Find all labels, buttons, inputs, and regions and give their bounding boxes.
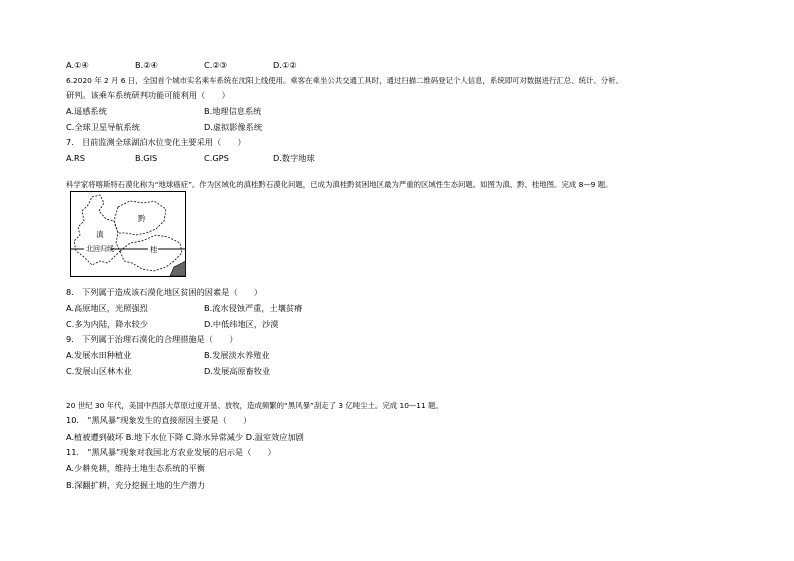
q8-option-a[interactable]: A.高原地区，光照强烈 xyxy=(66,303,148,313)
q5-option-b[interactable]: B.②④ xyxy=(135,60,158,70)
q7-stem: 7. 目前监测全球湖泊水位变化主要采用（ ） xyxy=(66,137,246,147)
gui-label: 桂 xyxy=(150,245,158,254)
q9-option-a[interactable]: A.发展水田种植业 xyxy=(66,350,132,360)
q11-option-b[interactable]: B.深翻扩耕，充分挖掘土地的生产潜力 xyxy=(66,480,206,490)
q8-option-b[interactable]: B.流水侵蚀严重，土壤贫瘠 xyxy=(204,303,303,313)
q5-option-d[interactable]: D.①② xyxy=(273,60,297,70)
q11-stem: 11. “黑风暴”现象对我国北方农业发展的启示是（ ） xyxy=(66,447,276,457)
passage-black-storm: 20 世纪 30 年代，美国中西部大草原过度开垦、放牧，造成频繁的“黑风暴”刮走了 3 亿吨尘土。完成 10—11 题。 xyxy=(66,401,443,410)
q9-stem: 9. 下列属于治理石漠化的合理措施是（ ） xyxy=(66,334,238,344)
q6-option-b[interactable]: B.地理信息系统 xyxy=(204,106,262,116)
q7-option-a[interactable]: A.RS xyxy=(66,153,85,163)
q11-option-a[interactable]: A.少耕免耕，维持土地生态系统的平衡 xyxy=(66,463,206,473)
q5-option-c[interactable]: C.②③ xyxy=(204,60,227,70)
q9-option-c[interactable]: C.发展山区林木业 xyxy=(66,366,132,376)
q6-stem-line1: 6.2020 年 2 月 6 日，全国首个城市实名乘车系统在沈阳上线使用。乘客在乘坐公共交通工具时，通过扫描二维码登记个人信息，系统即可对数据进行汇总、统计、分析、 xyxy=(66,76,623,85)
q8-option-d[interactable]: D.中低纬地区，沙漠 xyxy=(204,319,279,329)
dian-label: 滇 xyxy=(96,230,104,239)
q7-option-b[interactable]: B.GIS xyxy=(135,153,158,163)
q9-option-d[interactable]: D.发展高原畜牧业 xyxy=(204,366,271,376)
q6-stem-line2: 研判。该乘车系统研判功能可能利用（ ） xyxy=(66,90,230,100)
dian-qian-gui-map xyxy=(70,191,186,277)
q7-option-c[interactable]: C.GPS xyxy=(204,153,229,163)
q6-option-c[interactable]: C.全球卫星导航系统 xyxy=(66,122,140,132)
q10-stem: 10. “黑风暴”现象发生的直接原因主要是（ ） xyxy=(66,415,252,425)
q6-option-a[interactable]: A.遥感系统 xyxy=(66,106,107,116)
q5-option-a[interactable]: A.①④ xyxy=(66,60,89,70)
qian-label: 黔 xyxy=(138,214,146,223)
q8-option-c[interactable]: C.多为内陆，降水较少 xyxy=(66,319,149,329)
passage-karst: 科学家将喀斯特石漠化称为“地球癌症”。作为区域化的滇桂黔石漠化问题，已成为滇桂黔贫困地区最为严重的区域性生态问题。如图为滇、黔、桂地图。完成 8—9 题。 xyxy=(66,180,613,189)
q6-option-d[interactable]: D.虚拟影像系统 xyxy=(204,122,263,132)
q9-option-b[interactable]: B.发展淡水养殖业 xyxy=(204,350,270,360)
q7-option-d[interactable]: D.数字地球 xyxy=(273,153,315,163)
tropic-label: 北回归线 xyxy=(86,245,114,253)
q10-options[interactable]: A.植被遭到破坏 B.地下水位下降 C.降水异常减少 D.温室效应加剧 xyxy=(66,432,304,442)
q8-stem: 8. 下列属于造成该石漠化地区贫困的因素是（ ） xyxy=(66,287,263,297)
